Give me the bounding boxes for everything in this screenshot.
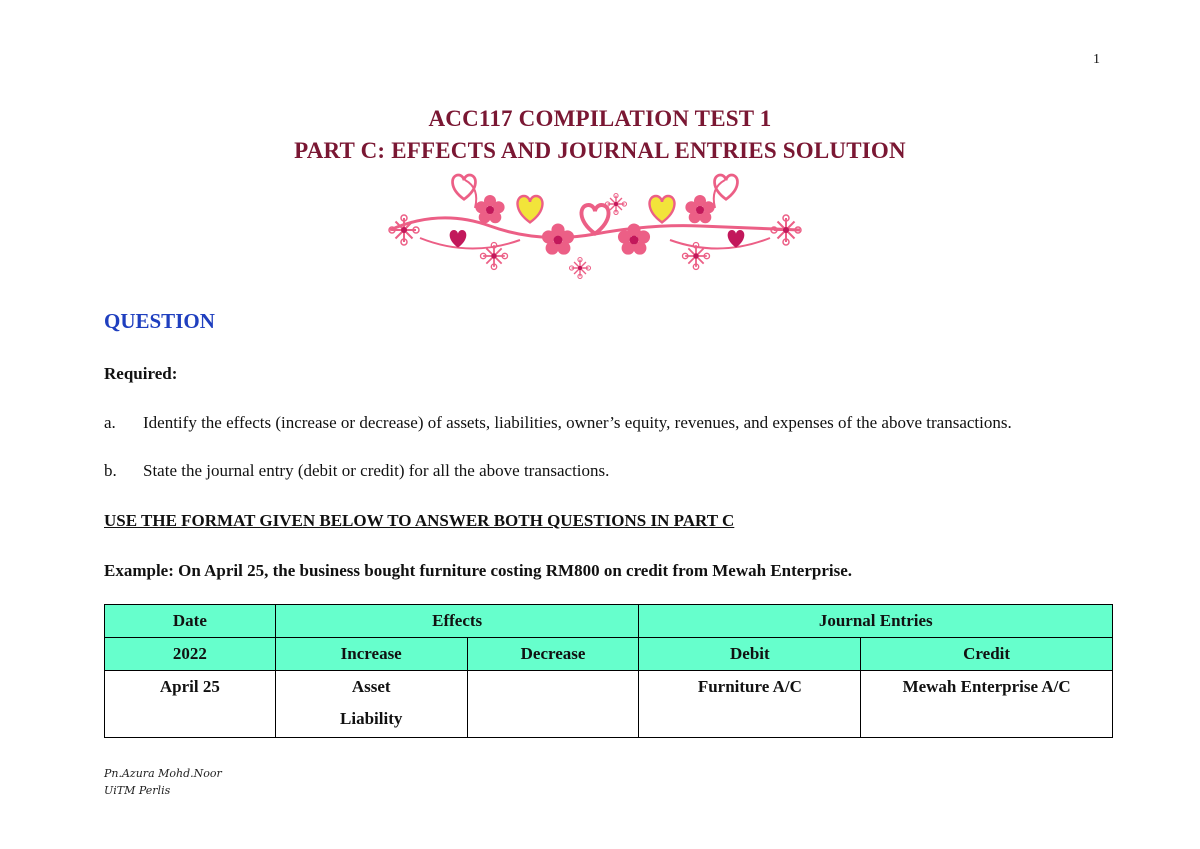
cell-credit <box>861 671 1113 738</box>
floral-hearts-ornament <box>380 168 810 286</box>
requirement-item-a <box>104 411 1097 435</box>
requirement-text: Identify the effects (increase or decrease) of assets, liabilities, owner’s equity, revenues, and expenses of the above transactions. <box>143 413 1012 432</box>
header-effects: Effects <box>275 605 639 638</box>
document-subtitle: PART C: EFFECTS AND JOURNAL ENTRIES SOLUTION <box>294 138 906 163</box>
header-date: Date <box>105 605 276 638</box>
required-label: Required: <box>104 364 178 383</box>
table-header-row <box>105 605 1113 638</box>
cell-date <box>105 671 276 738</box>
header-credit: Credit <box>861 638 1113 671</box>
header-year: 2022 <box>105 638 276 671</box>
credit-value: Mewah Enterprise A/C <box>902 677 1071 696</box>
document-title: ACC117 COMPILATION TEST 1 <box>428 106 772 131</box>
table-row <box>105 671 1113 738</box>
list-marker: b. <box>104 461 117 480</box>
page-number: 1 <box>1093 52 1100 67</box>
table-subheader-row <box>105 638 1113 671</box>
debit-value: Furniture A/C <box>697 677 802 696</box>
footer-author: Pn.Azura Mohd.Noor <box>104 767 222 780</box>
answer-format-table <box>104 604 1113 738</box>
cell-debit <box>639 671 861 738</box>
example-statement: Example: On April 25, the business bought furniture costing RM800 on credit from Mewah Enterprise. <box>104 561 853 580</box>
header-journal-entries: Journal Entries <box>639 605 1113 638</box>
date-value: April 25 <box>159 677 220 696</box>
requirement-text: State the journal entry (debit or credit) for all the above transactions. <box>143 461 610 480</box>
increase-value: Asset <box>351 677 391 696</box>
header-debit: Debit <box>639 638 861 671</box>
cell-decrease <box>467 671 639 738</box>
increase-value: Liability <box>340 709 403 728</box>
footer-institution: UiTM Perlis <box>104 784 171 797</box>
format-instruction: USE THE FORMAT GIVEN BELOW TO ANSWER BOTH QUESTIONS IN PART C <box>104 511 735 530</box>
header-increase: Increase <box>275 638 467 671</box>
question-heading: QUESTION <box>104 309 215 333</box>
requirement-item-b <box>104 459 1097 483</box>
cell-increase <box>275 671 467 738</box>
list-marker: a. <box>104 413 116 432</box>
header-decrease: Decrease <box>467 638 639 671</box>
